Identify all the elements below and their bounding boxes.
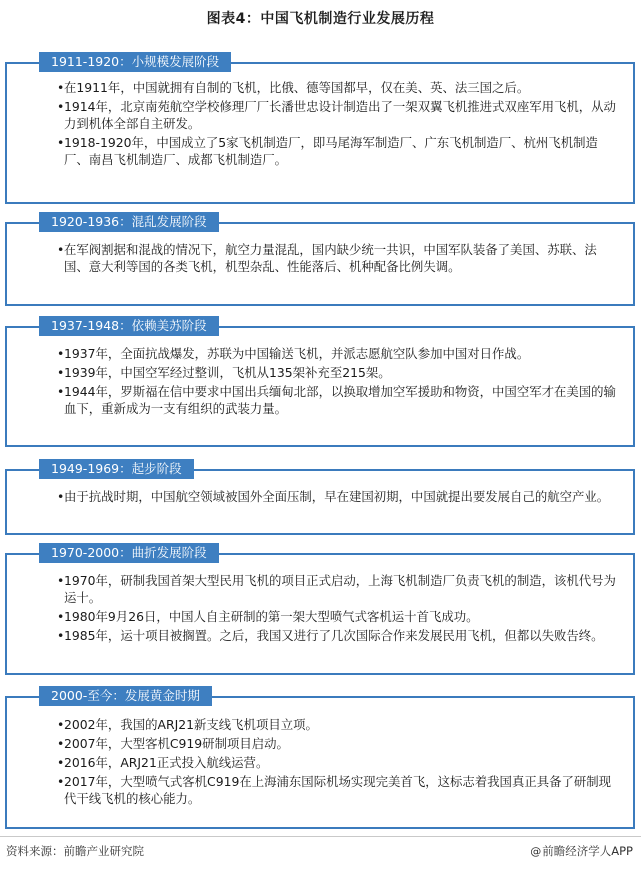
stage-header: 1970-2000：曲折发展阶段 xyxy=(39,543,219,563)
stage-header: 1920-1936：混乱发展阶段 xyxy=(39,212,219,232)
credit-label: 前瞻经济学人APP xyxy=(542,844,633,858)
stage-header: 2000-至今：发展黄金时期 xyxy=(39,686,212,706)
stage-body xyxy=(57,241,619,277)
credit-note xyxy=(530,843,633,859)
footer-divider xyxy=(0,836,641,837)
list-item: •2002年，我国的ARJ21新支线飞机项目立项。 xyxy=(57,717,318,732)
stage-section xyxy=(5,459,635,535)
list-item: •1937年，全面抗战爆发，苏联为中国输送飞机，并派志愿航空队参加中国对日作战。 xyxy=(57,346,530,361)
at-icon: @ xyxy=(530,845,542,858)
stage-header: 1937-1948：依赖美苏阶段 xyxy=(39,316,219,336)
stage-section xyxy=(5,52,635,204)
list-item: •2007年，大型客机C919研制项目启动。 xyxy=(57,736,289,751)
list-item: •2016年，ARJ21正式投入航线运营。 xyxy=(57,755,269,770)
stage-body xyxy=(57,488,619,507)
list-item: •1980年9月26日，中国人自主研制的第一架大型喷气式客机运十首飞成功。 xyxy=(57,609,479,624)
list-item: •1914年，北京南苑航空学校修理厂厂长潘世忠设计制造出了一架双翼飞机推进式双座军用飞机，从动力到机体全部自主研发。 xyxy=(57,99,616,131)
stage-section xyxy=(5,212,635,306)
list-item: •2017年，大型喷气式客机C919在上海浦东国际机场实现完美首飞，这标志着我国真正具备了研制现代干线飞机的核心能力。 xyxy=(57,774,612,806)
stage-body xyxy=(57,345,619,419)
list-item: •1918-1920年，中国成立了5家飞机制造厂，即马尾海军制造厂、广东飞机制造厂、杭州飞机制造厂、南昌飞机制造厂、成都飞机制造厂。 xyxy=(57,135,598,167)
stage-body xyxy=(57,716,619,809)
list-item: •1944年，罗斯福在信中要求中国出兵缅甸北部，以换取增加空军援助和物资，中国空军才在美国的输血下，重新成为一支有组织的武装力量。 xyxy=(57,384,616,416)
list-item: •1985年，运十项目被搁置。之后，我国又进行了几次国际合作来发展民用飞机，但都以失败告终。 xyxy=(57,628,604,643)
stage-section xyxy=(5,543,635,675)
footer xyxy=(0,843,641,859)
list-item: •1939年，中国空军经过整训，飞机从135架补充至215架。 xyxy=(57,365,391,380)
list-item: •由于抗战时期，中国航空领域被国外全面压制，早在建国初期，中国就提出要发展自己的航空产业。 xyxy=(57,489,610,504)
stage-section xyxy=(5,316,635,447)
stage-header: 1949-1969：起步阶段 xyxy=(39,459,194,479)
stage-section xyxy=(5,686,635,829)
source-note: 资料来源：前瞻产业研究院 xyxy=(6,844,144,858)
list-item: •在军阀割据和混战的情况下，航空力量混乱，国内缺少统一共识，中国军队装备了美国、苏联、法国、意大利等国的各类飞机，机型杂乱、性能落后、机种配备比例失调。 xyxy=(57,242,597,274)
stage-header: 1911-1920：小规模发展阶段 xyxy=(39,52,231,72)
page-title: 图表4：中国飞机制造行业发展历程 xyxy=(206,11,435,27)
list-item: •1970年，研制我国首架大型民用飞机的项目正式启动，上海飞机制造厂负责飞机的制造，该机代号为运十。 xyxy=(57,573,616,605)
stage-body xyxy=(57,79,619,170)
list-item: •在1911年，中国就拥有自制的飞机，比俄、德等国都早，仅在美、英、法三国之后。 xyxy=(57,80,530,95)
stage-body xyxy=(57,572,619,646)
